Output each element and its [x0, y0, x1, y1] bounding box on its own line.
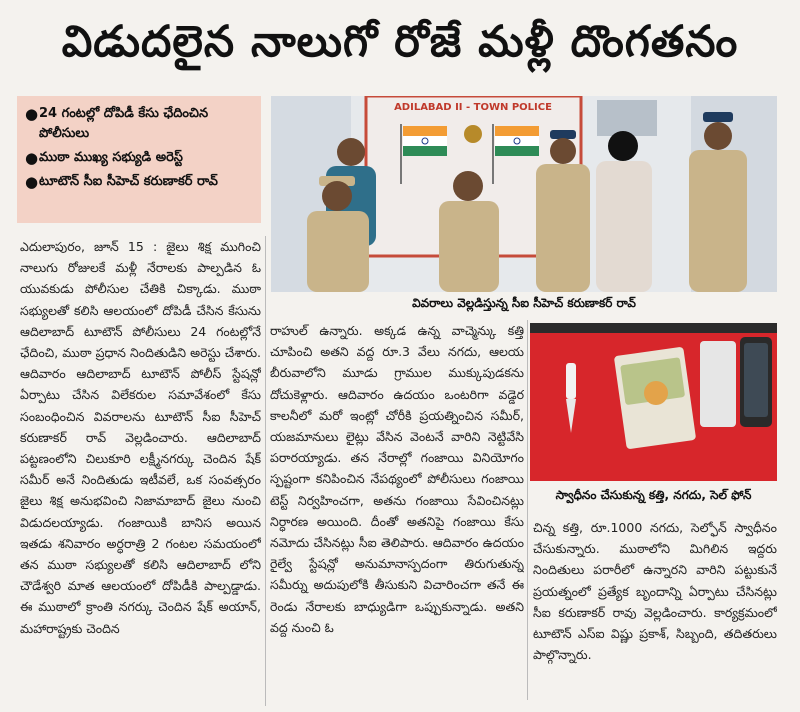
- article-text: ఎదులాపురం, జూన్ 15 : జైలు శిక్ష ముగించి నాలుగు రోజులకే మళ్లీ నేరాలకు పాల్పడిన ఓ యువకుడు పోలీసుల చేతికి చిక్కాడు. ముఠా సభ్యులతో కలిసి ఆలయంలో దోపిడీ చేసిన కేసును ఆదిలాబాద్ టూటౌన్ పోలీసులు 24 గంటల్లోనే ఛేదించి, ముఠా ప్రధాన నిందితుడిని అరెస్టు చేశారు. ఆదివారం ఆదిలాబాద్ టూటౌన్ పోలీస్ స్టేషన్లో ఏర్పాటు చేసిన విలేకరుల సమావేశంలో కేసు సంబంధించిన వివరాలను టూటౌన్ సీఐ సీహెచ్ కరుణాకర్ రావ్ వెల్లడించారు. ఆదిలాబాద్ పట్టణంలోని చిలుకూరి లక్ష్మీనగర్కు చెందిన షేక్ సమీర్ అనే నిందితుడు ఇటీవలే, ఒక సంవత్సరం జైలు శిక్ష అనుభవించి నిజామాబాద్ జైలు నుంచి విడుదలయ్యాడు. గంజాయికి బానిస అయిన ఇతడు శనివారం అర్ధరాత్రి 2 గంటల సమయంలో తన ముఠా సభ్యులతో కలిసి ఆదిలాబాద్ లోని చౌడేశ్వరి మాత ఆలయంలో దోపిడీకి పాల్పడ్డాడు. ఈ ముఠాలో క్రాంతి నగర్కు చెందిన షేక్ అయాన్, మహారాష్ట్రకు చెందిన: [20, 239, 261, 636]
- article-column-3: [533, 517, 777, 697]
- article-text: రాహుల్ ఉన్నారు. అక్కడ ఉన్న వాచ్మెన్కు కత్తి చూపించి అతని వద్ద రూ.3 వేలు నగదు, ఆలయ బీరువాలోని మూడు గ్రాముల ముక్కుపుడకను దోచుకెళ్లారు. ఆదివారం ఉదయం ఒంటరిగా వడ్డెర కాలనీలో మరో ఇంట్లో చోరీకి ప్రయత్నించిన సమీర్, యజమానులు లైట్లు వేసిన వెంటనే వారిని నెట్టివేసి పరారయ్యాడు. తన నేరాల్లో గంజాయి వినియోగం స్పష్టంగా కనిపించిన నేపథ్యంలో పోలీసులు గంజాయి టెస్ట్ నిర్వహించగా, అతను గంజాయి సేవించినట్లు నిర్ధారణ అయింది. దీంతో అతనిపై గంజాయి కేసు నమోదు చేసినట్లు సీఐ తెలిపారు. ఆదివారం ఉదయం రైల్వే స్టేషన్లో అనుమానాస్పదంగా తిరుగుతున్న సమీర్ను అదుపులోకి తీసుకుని విచారించగా తనే ఈ రెండు నేరాలకు బాధ్యుడిగా ఒప్పుకున్నాడు. అతని వద్ద నుంచి ఓ: [270, 323, 524, 635]
- highlight-text: టూటౌన్ సీఐ సీహెచ్ కరుణాకర్ రావ్: [39, 174, 218, 189]
- article-column-2: [270, 320, 524, 690]
- article-column-1: [20, 236, 261, 706]
- highlight-text: 24 గంటల్లో దోపిడీ కేసు ఛేదించిన పోలీసులు: [39, 106, 209, 141]
- photo-caption: వివరాలు వెల్లడిస్తున్న సీఐ సీహెచ్ కరుణాకర్ రావ్: [412, 296, 636, 310]
- highlight-item: [25, 148, 255, 168]
- article-text: చిన్న కత్తి, రూ.1000 నగదు, సెల్ఫోన్ స్వాధీనం చేసుకున్నారు. ముఠాలోని మిగిలిన ఇద్దరు నిందితులు పరారీలో ఉన్నారని వారిని పట్టుకునే ప్రయత్నంలో ప్రత్యేక బృందాన్ని ఏర్పాటు చేసినట్లు సీఐ కరుణాకర్ రావు వెల్లడించారు. కార్యక్రమంలో టూటౌన్ ఎస్ఐ విష్ణు ప్రకాశ్, సిబ్బంది, తదితరులు పాల్గొన్నారు.: [533, 520, 777, 663]
- highlights-box: [17, 96, 261, 223]
- phone-icon: [700, 337, 772, 427]
- photo-caption: స్వాధీనం చేసుకున్న కత్తి, నగదు, సెల్ ఫోన్: [555, 488, 752, 502]
- column-divider: [527, 320, 528, 700]
- bullet-icon: ●: [25, 149, 39, 167]
- highlight-item: [25, 104, 255, 144]
- police-banner-text: ADILABAD II - TOWN POLICE: [394, 102, 552, 113]
- seized-items-photo: [530, 323, 777, 481]
- bullet-icon: ●: [25, 105, 39, 123]
- highlight-text: ముఠా ముఖ్య సభ్యుడి అరెస్ట్: [39, 150, 183, 165]
- column-divider: [265, 236, 266, 706]
- headline: విడుదలైన నాలుగో రోజే మళ్లీ దొంగతనం: [61, 17, 739, 67]
- seized-items-illustration: [530, 323, 777, 481]
- press-meet-illustration: [271, 96, 777, 292]
- press-meet-photo: [271, 96, 777, 292]
- highlight-item: [25, 172, 255, 192]
- cash-icon: [614, 347, 696, 450]
- bullet-icon: ●: [25, 173, 39, 191]
